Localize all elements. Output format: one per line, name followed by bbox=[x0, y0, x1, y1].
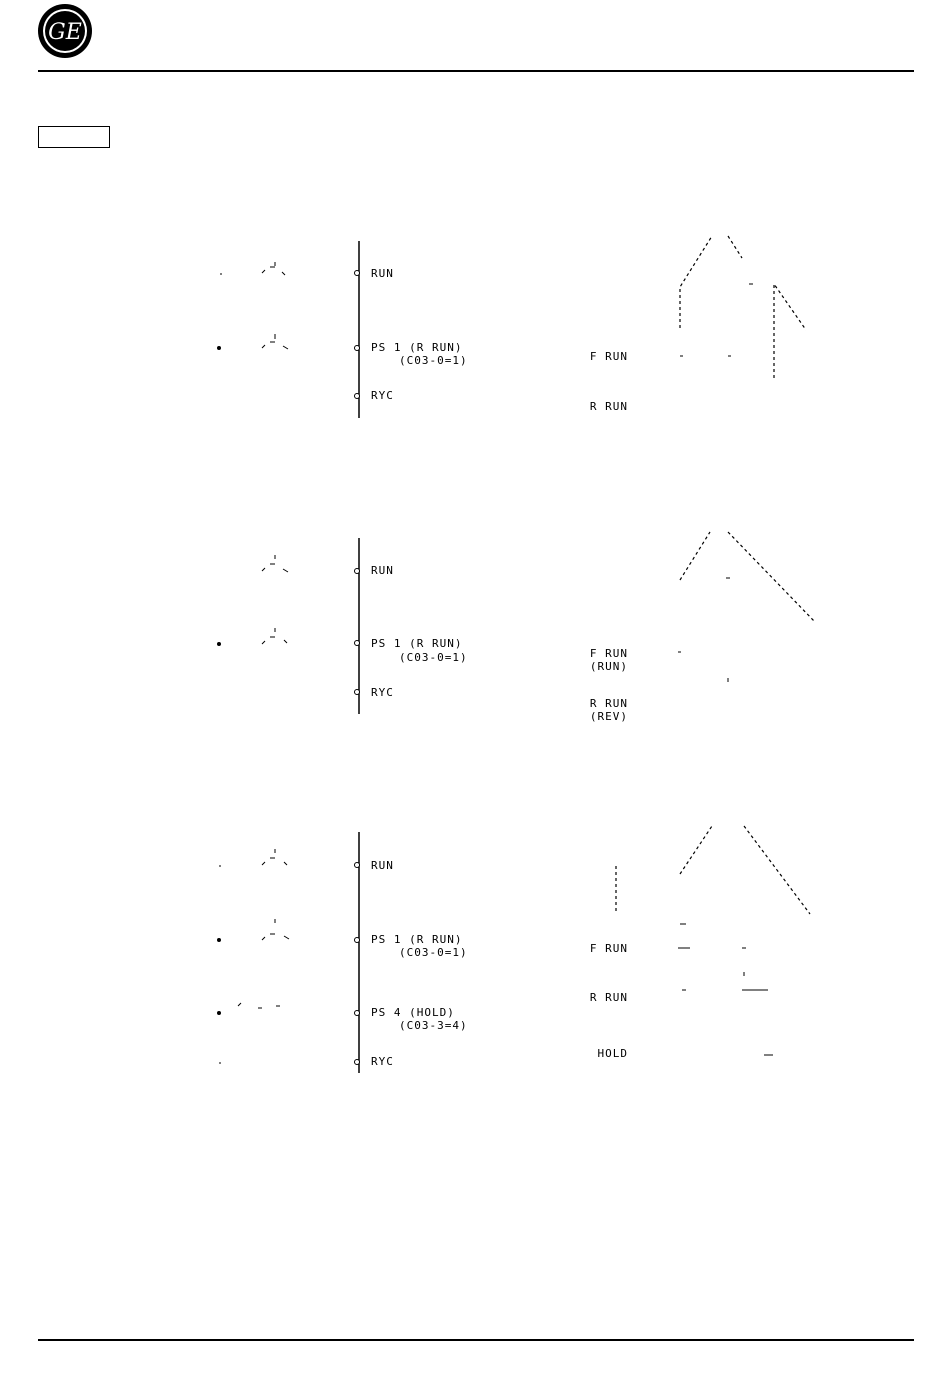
timing-label-r-run: R RUN bbox=[589, 991, 628, 1004]
timing-label-f-run: F RUN bbox=[589, 942, 628, 955]
logo-text: GE bbox=[48, 20, 82, 45]
timing-label-rev: (REV) bbox=[589, 710, 628, 723]
terminal-run-label: RUN bbox=[371, 859, 394, 872]
terminal-run-label: RUN bbox=[371, 267, 394, 280]
terminal-ps1-sub: (C03-0=1) bbox=[399, 651, 468, 664]
terminal-ps4-label: PS 4 (HOLD) bbox=[371, 1006, 455, 1019]
terminal-ps1-label: PS 1 (R RUN) bbox=[371, 933, 463, 946]
timing-label-run: (RUN) bbox=[589, 660, 628, 673]
timing-label-r-run: R RUN bbox=[589, 697, 628, 710]
timing-label-f-run: F RUN bbox=[589, 647, 628, 660]
terminal-ps1-label: PS 1 (R RUN) bbox=[371, 341, 463, 354]
terminal-ryc-label: RYC bbox=[371, 389, 394, 402]
timing-label-hold: HOLD bbox=[597, 1047, 628, 1060]
terminal-ps1-label: PS 1 (R RUN) bbox=[371, 637, 463, 650]
terminal-ps4-sub: (C03-3=4) bbox=[399, 1019, 468, 1032]
terminal-ps1-sub: (C03-0=1) bbox=[399, 354, 468, 367]
terminal-ps1-sub: (C03-0=1) bbox=[399, 946, 468, 959]
timing-label-f-run: F RUN bbox=[589, 350, 628, 363]
footer-rule bbox=[38, 1339, 914, 1341]
timing-label-r-run: R RUN bbox=[589, 400, 628, 413]
terminal-ryc-label: RYC bbox=[371, 1055, 394, 1068]
terminal-ryc-label: RYC bbox=[371, 686, 394, 699]
terminal-run-label: RUN bbox=[371, 564, 394, 577]
